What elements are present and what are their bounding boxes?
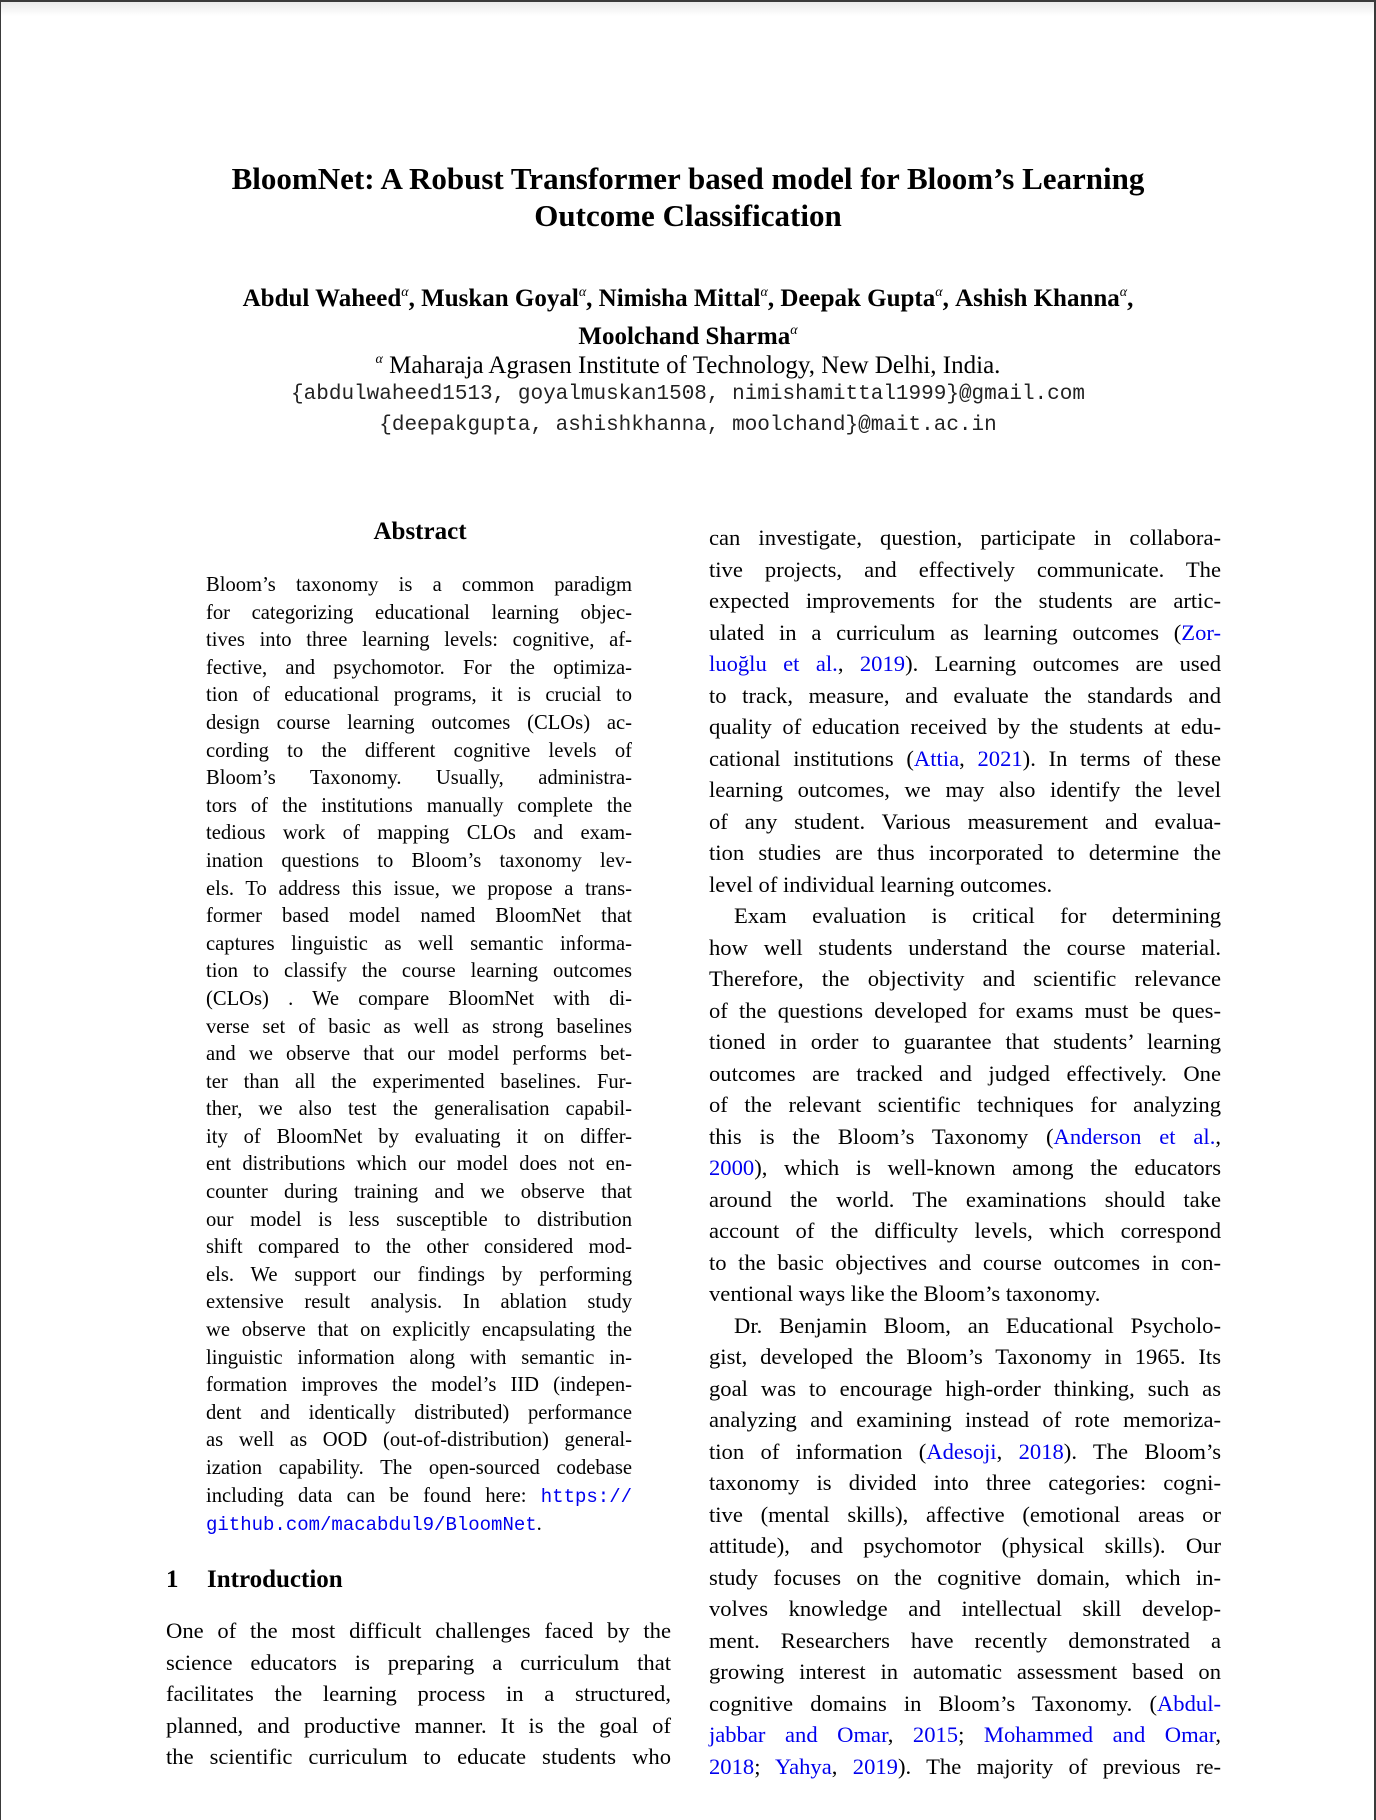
affiliation: $^\alpha$ Maharaja Agrasen Institute of Technology, New Delhi, India. [375,352,1001,379]
citation-year-link[interactable]: 2018 [709,1753,755,1779]
author: Muskan Goyal$^\alpha$, [421,285,599,312]
section-heading-introduction: 1 Introduction [166,1566,343,1593]
author: Moolchand Sharma$^\alpha$ [578,323,798,350]
citation-year-link[interactable]: 2018 [1018,1438,1064,1464]
title-line-1: BloomNet: A Robust Transformer based model for Bloom’s Learning [231,161,1145,196]
github-link[interactable]: github.com/macabdul9/BloomNet [206,1514,537,1537]
title-line-2: Outcome Classification [534,198,842,233]
author: Abdul Waheed$^\alpha$, [242,285,422,312]
citation-year-link[interactable]: 2000 [709,1155,755,1180]
citation-link[interactable]: Adesoji [926,1438,997,1464]
citation-link[interactable]: Zor- [1181,619,1221,645]
email-line-2[interactable]: {deepakgupta, ashishkhanna, moolchand}@mait.ac.in [379,414,997,437]
author-list [150,277,1226,353]
citation-year-link[interactable]: 2021 [977,745,1023,771]
citation-link[interactable]: Attia [913,745,960,771]
citation-year-link[interactable]: 2019 [852,1753,898,1779]
author: Nimisha Mittal$^\alpha$, [598,285,781,312]
citation-link[interactable]: luoğlu et al. [709,651,838,676]
email-line-1[interactable]: {abdulwaheed1513, goyalmuskan1508, nimishamittal1999}@gmail.com [291,383,1085,406]
author: Ashish Khanna$^\alpha$, [955,285,1134,312]
citation-link[interactable]: Mohammed and Omar [983,1722,1216,1747]
citation-year-link[interactable]: 2019 [859,651,906,676]
abstract-body: Bloom’s taxonomy is a common paradigm for categorizing educational learning objec- tives into three learning levels: cognitive, af- fective, and psychomotor. For the optimiza- tion of educational programs, it is crucial to design course learning outcomes (CLOs) ac- cording to the different cognitive levels of Bloom’s Taxonomy. Usually, administra- tors of the institutions manually complete the tedious work of mapping CLOs and exam- ination questions to Bloom’s taxonomy lev- els. To address this issue, we propose a trans- former based model named BloomNet that captures linguistic as well semantic informa- tion to classify the course learning outcomes (CLOs) . We compare BloomNet with di- verse set of basic as well as strong baselines and we observe that our model performs bet- ter than all the experimented baselines. Fur- ther, we also test the generalisation capabil- ity of BloomNet by evaluating it on differ- ent distributions which our model does not en- counter during training and we observe that our model is less susceptible to distribution shift compared to the other considered mod- els. We support our findings by performing extensive result analysis. In ablation study we observe that on explicitly encapsulating the linguistic information along with semantic in- formation improves the model’s IID (indepen- dent and identically distributed) performance as well as OOD (out-of-distribution) general- ization capability. The open-sourced codebase including data can be found here: https:// github.com/macabdul9/BloomNet. [206,574,632,1537]
citation-link[interactable]: Abdul- [1156,1690,1221,1716]
abstract-heading: Abstract [373,518,467,545]
citation-link[interactable]: jabbar and Omar [709,1722,888,1747]
introduction-left-column: One of the most difficult challenges faced by the science educators is preparing a curriculum that facilitates the learning process in a structured, planned, and productive manner. It is the goal of the scientific curriculum to educate students who [166,1618,671,1769]
citation-link[interactable]: Anderson et al. [1053,1123,1216,1149]
citation-year-link[interactable]: 2015 [912,1722,959,1747]
author: Deepak Gupta$^\alpha$, [780,285,956,312]
paper-title [150,160,1226,234]
github-link[interactable]: https:// [540,1485,632,1508]
citation-link[interactable]: Yahya [775,1753,832,1779]
introduction-right-column: can investigate, question, participate in collabora- tive projects, and effectively communicate. The expected improvements for the students are artic- ulated in a curriculum as learning outcomes (Zor- luoğlu et al., 2019). Learning outcomes are used to track, measure, and evaluate the standards and quality of education received by the students at edu- cational institutions (Attia, 2021). In terms of these learning outcomes, we may also identify the level of any student. Various measurement and evalua- tion studies are thus incorporated to determine the level of individual learning outcomes. Exam evaluation is critical for determining how well students understand the course material. Therefore, the objectivity and scientific relevance of the questions developed for exams must be ques- tioned in order to guarantee that students’ learning outcomes are tracked and judged effectively. One of the relevant scientific techniques for analyzing this is the Bloom’s Taxonomy (Anderson et al., 2000), which is well-known among the educators around the world. The examinations should take account of the difficulty levels, which correspond to the basic objectives and course outcomes in con- ventional ways like the Bloom’s taxonomy. Dr. Benjamin Bloom, an Educational Psycholo- gist, developed the Bloom’s Taxonomy in 1965. Its goal was to encourage high-order thinking, such as analyzing and examining instead of rote memoriza- tion of information (Adesoji, 2018). The Bloom’s taxonomy is divided into three categories: cogni- tive (mental skills), affective (emotional areas or attitude), and psychomotor (physical skills). Our study focuses on the cognitive domain, which in- volves knowledge and intellectual skill develop- ment. Researchers have recently demonstrated a growing interest in automatic assessment based on cognitive domains in Bloom’s Taxonomy. (Abdul- jabbar and Omar, 2015; Mohammed and Omar, 2018; Yahya, 2019). The majority of previous re- [709,525,1222,1779]
page-top-shadow [1,2,1374,16]
